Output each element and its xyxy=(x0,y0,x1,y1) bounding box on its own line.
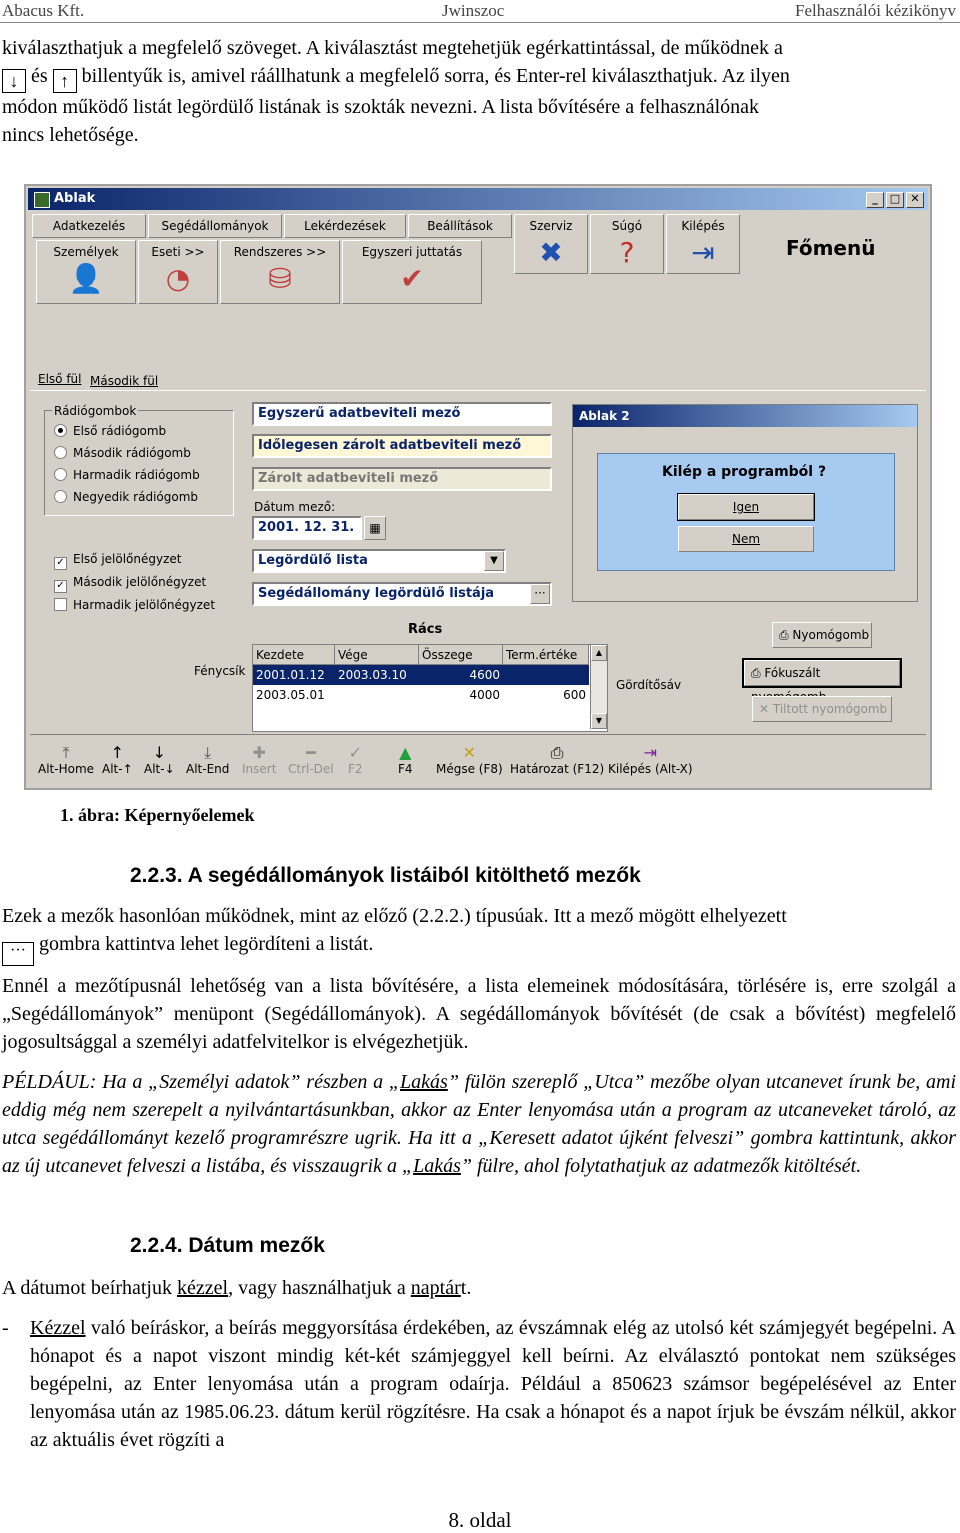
figure-caption: 1. ábra: Képernyőelemek xyxy=(60,805,255,825)
checkbox-1[interactable]: ✓ Első jelölőnégyzet xyxy=(54,552,182,570)
grid-col-term-erteke[interactable]: Term.értéke xyxy=(503,645,589,665)
table-row[interactable]: 2003.05.01 4000 600 xyxy=(256,688,586,702)
intro-line-2: billentyűk is, amivel ráállhatunk a megfelelő sorra, és Enter-rel kiválaszthatjuk. Az ilyen xyxy=(81,65,790,87)
scroll-up-icon[interactable]: ▲ xyxy=(591,645,607,661)
push-button[interactable]: ⎙ Nyomógomb xyxy=(772,622,872,648)
exit-icon: ⇥ xyxy=(643,743,657,762)
toolbar-f2: ✓ F2 xyxy=(348,743,363,776)
checkbox-2[interactable]: ✓ Második jelölőnégyzet xyxy=(54,575,206,593)
submenu-egyszeri-juttatas[interactable]: Egyszeri juttatás ✔ xyxy=(342,240,482,304)
checkbox-3[interactable]: Harmadik jelölőnégyzet xyxy=(54,598,215,612)
radio-3[interactable]: Harmadik rádiógomb xyxy=(54,468,200,482)
submenu-rendszeres[interactable]: Rendszeres >> ⛁ xyxy=(220,240,340,304)
grid-col-vege[interactable]: Vége xyxy=(335,645,419,665)
main-menu-title: Főmenü xyxy=(786,236,876,260)
toolbar-alt-home[interactable]: ⤒ Alt-Home xyxy=(38,743,95,776)
disabled-x-icon: ✕ xyxy=(759,702,773,716)
grid-col-kezdete[interactable]: Kezdete xyxy=(253,645,335,665)
menu-tab-beallitasok[interactable]: Beállítások xyxy=(408,214,512,238)
checkbox-checked-icon: ✓ xyxy=(54,580,67,593)
disabled-button: ✕ Tiltott nyomógomb xyxy=(752,696,892,722)
arrow-down-icon: ↓ xyxy=(152,743,167,762)
list-item-dash: - xyxy=(2,1317,9,1339)
radio-on-icon xyxy=(54,424,67,437)
scrollbar-label: Gördítősáv xyxy=(616,678,682,692)
radio-4[interactable]: Negyedik rádiógomb xyxy=(54,490,198,504)
last-record-icon: ⤓ xyxy=(204,743,212,762)
toolbar-alt-up[interactable]: ↑ Alt-↑ xyxy=(102,743,133,776)
calendar-icon[interactable]: ▦ xyxy=(364,516,386,540)
toolbar-f4[interactable]: ▲ F4 xyxy=(398,743,413,776)
header-product: Jwinszoc xyxy=(442,1,505,20)
focused-button[interactable]: ⎙ Fókuszált xyxy=(744,660,900,686)
window-app-icon xyxy=(34,192,50,208)
menu-tab-szerviz[interactable]: Szerviz ✖ xyxy=(514,214,588,274)
scroll-down-icon[interactable]: ▼ xyxy=(591,713,607,729)
dialog-titlebar xyxy=(573,405,917,427)
coin-stack-icon: ⛁ xyxy=(268,262,292,295)
arrow-up-icon: ↑ xyxy=(110,743,125,762)
no-button[interactable]: Nem xyxy=(678,526,814,552)
window-titlebar xyxy=(28,188,928,210)
spotlight-label: Fénycsík xyxy=(194,664,246,678)
section1-example-paragraph: PÉLDÁUL: Ha a „Személyi adatok” részben a „Lakás” fülön szereplő „Utca” mezőbe olyan utcanevet írunk be, ami eddig még nem szerepelt a nyilvántartásunkban, akkor az Enter lenyomása után a program az utcaneveket tároló, az utca segédállományt kezelő programrészre ugrik. Ha itt a „Keresett adatot újként felveszi” gombra kattintunk, akkor az új utcanevet felveszi a listába, és visszaugrik a „Lakás” fülre, ahol folytathatjuk az adatmezők kitöltését. xyxy=(2,1071,957,1177)
tab-divider xyxy=(30,390,926,391)
toolbar-exit[interactable]: ⇥ Kilépés (Alt-X) xyxy=(608,743,693,776)
yes-button[interactable]: Igen xyxy=(678,494,814,520)
menu-tab-sugo[interactable]: Súgó ? xyxy=(590,214,664,274)
menu-tab-kilepes[interactable]: Kilépés ⇥ xyxy=(666,214,740,274)
ellipsis-button[interactable]: ··· xyxy=(530,584,550,604)
locked-input: Zárolt adatbeviteli mező xyxy=(252,467,552,491)
printer-icon: ⎙ xyxy=(779,628,793,642)
intro-es: és xyxy=(31,65,48,87)
intro-line-4: nincs lehetősége. xyxy=(2,124,139,146)
menu-tab-lekerdezesek[interactable]: Lekérdezések xyxy=(284,214,406,238)
tab-masodik-ful[interactable]: Második fül xyxy=(90,374,159,388)
chevron-down-icon[interactable]: ▼ xyxy=(484,551,504,571)
toolbar-cancel[interactable]: ✕ Mégse (F8) xyxy=(436,743,503,776)
grid-scrollbar[interactable] xyxy=(590,645,607,729)
checkbox-checked-icon: ✓ xyxy=(54,557,67,570)
page-header xyxy=(0,0,960,23)
menu-tab-segedallomanyok[interactable]: Segédállományok xyxy=(148,214,282,238)
minus-icon: ━ xyxy=(306,743,316,762)
page-number: 8. oldal xyxy=(448,1508,512,1532)
grid-table[interactable] xyxy=(252,644,608,732)
radio-1[interactable]: Első rádiógomb xyxy=(54,424,166,438)
checkmark-icon: ✓ xyxy=(348,743,362,762)
radio-2[interactable]: Második rádiógomb xyxy=(54,446,191,460)
plus-icon: ✚ xyxy=(252,743,266,762)
grid-header-row xyxy=(253,645,589,665)
intro-paragraph xyxy=(2,34,956,149)
triangle-up-icon: ▲ xyxy=(399,743,412,762)
radio-group-title: Rádiógombok xyxy=(54,404,137,418)
intro-line-3: módon működő listát legördülő listának is szokták nevezni. A lista bővítésére a felhasználónak xyxy=(2,96,760,118)
section2-list-item: Kézzel való beíráskor, a beírás meggyorsítása érdekében, az évszámnak elég az utolsó két számjegyét begépelni. A hónapot és a napot viszont mindig két-két számjeggyel kell beírni. Az elválasztó pontokat nem szükséges begépelni, az Enter lenyomása után a program odaírja. Például a 850623 számsor begépelésével az Enter lenyomása után az 1985.06.23. dátum kerül rögzítésre. Ha csak a hónapot és a napot írjuk be évszám nélkül, akkor az aktuális évet rögzíti a xyxy=(30,1317,956,1451)
dropdown-input[interactable]: Legördülő lista xyxy=(252,549,506,573)
simple-input[interactable]: Egyszerű adatbeviteli mező xyxy=(252,402,552,426)
printer-icon: ⎙ xyxy=(751,666,765,680)
window-title: Ablak xyxy=(54,191,96,206)
aux-dropdown-input[interactable]: Segédállomány legördülő listája xyxy=(252,582,552,606)
toolbar-ctrl-del: ━ Ctrl-Del xyxy=(288,743,334,776)
intro-line-1: kiválaszthatjuk a megfelelő szöveget. A kiválasztást megtehetjük egérkattintással, de működnek a xyxy=(2,37,783,59)
section1-paragraph-2: Ennél a mezőtípusnál lehetőség van a lista bővítésére, a lista elemeinek módosítására, törlésére is, erre szolgál a „Segédállományok” menüpont (Segédállományok). A segédállományok bővítését (de csak a bővítést) megfelelő jogosultsággal a személyi adatfelvitelkor is elvégezhetjük. xyxy=(2,975,956,1053)
toolbar-divider xyxy=(30,734,926,735)
table-row[interactable]: 2001.01.12 2003.03.10 4600 xyxy=(253,665,589,685)
grid-title: Rács xyxy=(408,622,443,637)
section1-paragraph-1: Ezek a mezők hasonlóan működnek, mint az előző (2.2.2.) típusúak. Itt a mező mögött elhelyezett ··· gombra kattintva lehet legördíteni a listát. xyxy=(2,902,956,966)
maximize-icon[interactable]: □ xyxy=(886,192,904,208)
dialog-question: Kilép a programból ? xyxy=(662,464,827,480)
tab-elso-ful[interactable]: Első fül xyxy=(38,372,82,386)
cancel-x-icon: ✕ xyxy=(462,743,477,762)
first-record-icon: ⤒ xyxy=(62,743,70,762)
check-coins-icon: ✔ xyxy=(400,262,424,295)
section2-intro: A dátumot beírhatjuk kézzel, vagy használhatjuk a naptárt. xyxy=(2,1277,472,1299)
toolbar-resolution[interactable]: ⎙ Határozat (F12) xyxy=(510,743,605,776)
close-icon[interactable]: ✕ xyxy=(906,192,924,208)
down-arrow-key-icon: ↓ xyxy=(2,69,26,93)
minimize-icon[interactable]: _ xyxy=(866,192,884,208)
submenu-eseti[interactable]: Eseti >> ◔ xyxy=(138,240,218,304)
section-heading-2-2-3: 2.2.3. A segédállományok listáiból kitölthető mezők xyxy=(130,864,641,887)
printer-icon: ⎙ xyxy=(550,743,564,762)
temp-locked-input[interactable]: Időlegesen zárolt adatbeviteli mező xyxy=(252,434,552,458)
up-arrow-key-icon: ↑ xyxy=(53,69,77,93)
ellipsis-button-icon: ··· xyxy=(2,942,34,966)
date-input[interactable]: 2001. 12. 31. xyxy=(252,516,362,540)
header-company: Abacus Kft. xyxy=(2,1,85,20)
exit-door-icon: ⇥ xyxy=(691,236,715,269)
submenu-szemelyek[interactable]: Személyek 👤 xyxy=(36,240,136,304)
toolbar-alt-end[interactable]: ⤓ Alt-End xyxy=(186,743,230,776)
menu-tab-adatkezeles[interactable]: Adatkezelés xyxy=(32,214,146,238)
coins-icon: ◔ xyxy=(165,262,191,295)
tools-icon: ✖ xyxy=(539,236,563,269)
help-icon: ? xyxy=(619,236,635,269)
section-heading-2-2-4: 2.2.4. Dátum mezők xyxy=(130,1234,325,1257)
dialog-title: Ablak 2 xyxy=(579,409,630,423)
screenshot-window xyxy=(24,184,932,790)
date-label: Dátum mező: xyxy=(254,500,336,514)
dialog-window xyxy=(572,404,918,602)
toolbar-alt-down[interactable]: ↓ Alt-↓ xyxy=(144,743,175,776)
header-doc-title: Felhasználói kézikönyv xyxy=(795,1,956,20)
grid-col-osszege[interactable]: Összege xyxy=(419,645,503,665)
dialog-panel xyxy=(597,453,895,571)
person-icon: 👤 xyxy=(68,262,104,295)
toolbar-insert: ✚ Insert xyxy=(242,743,277,776)
